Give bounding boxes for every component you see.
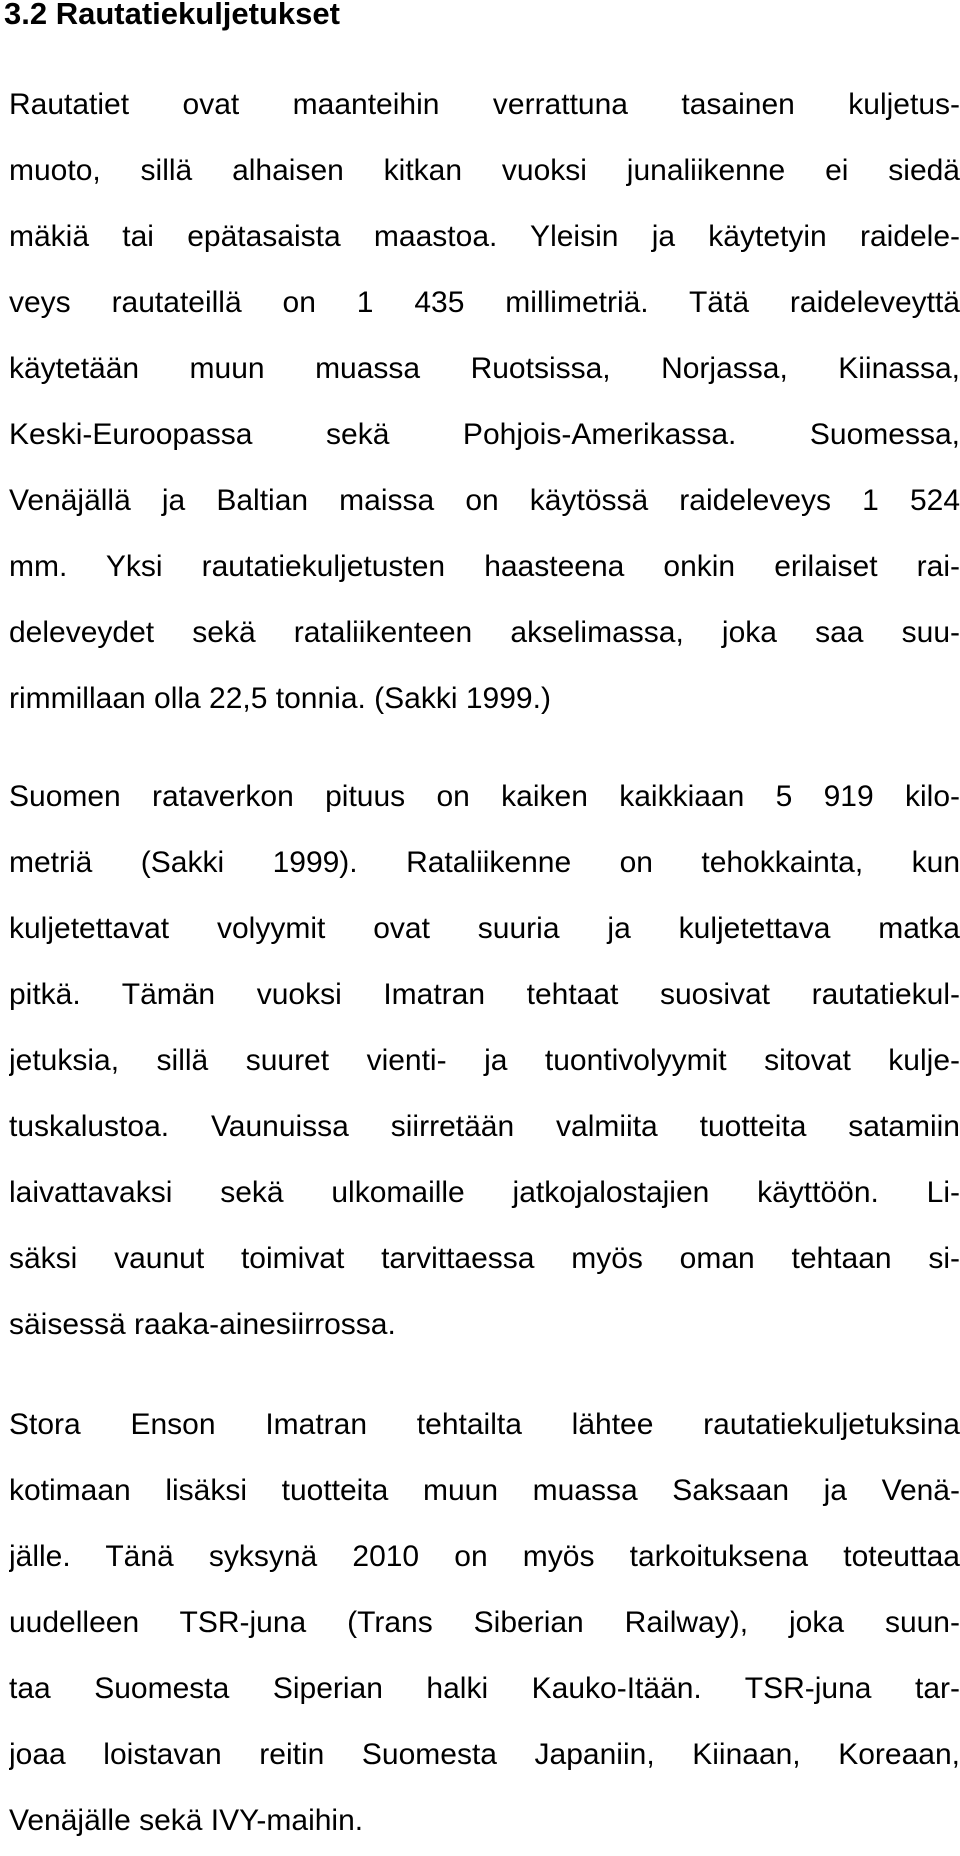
text-line: Suomen rataverkon pituus on kaiken kaikkiaan 5 919 kilo- [9,780,960,813]
text-line: säksi vaunut toimivat tarvittaessa myös oman tehtaan si- [9,1242,960,1275]
text-line: veys rautateillä on 1 435 millimetriä. Tätä raideleveyttä [9,286,960,319]
text-line: rimmillaan olla 22,5 tonnia. (Sakki 1999.) [9,682,551,715]
text-line: tuskalustoa. Vaunuissa siirretään valmiita tuotteita satamiin [9,1110,960,1143]
text-line: deleveydet sekä rataliikenteen akselimassa, joka saa suu- [9,616,960,649]
text-line: jälle. Tänä syksynä 2010 on myös tarkoituksena toteuttaa [9,1540,960,1573]
paragraph-1 [9,72,960,732]
text-line: Keski-Euroopassa sekä Pohjois-Amerikassa. Suomessa, [9,418,960,451]
text-line: käytetään muun muassa Ruotsissa, Norjassa, Kiinassa, [9,352,960,385]
text-line: Venäjälle sekä IVY-maihin. [9,1804,364,1837]
text-line: metriä (Sakki 1999). Rataliikenne on tehokkainta, kun [9,846,960,879]
text-line: kuljetettavat volyymit ovat suuria ja kuljetettava matka [9,912,960,945]
text-line: Rautatiet ovat maanteihin verrattuna tasainen kuljetus- [9,88,960,121]
paragraph-2 [9,764,960,1358]
text-line: säisessä raaka-ainesiirrossa. [9,1308,396,1341]
text-line: Stora Enson Imatran tehtailta lähtee rautatiekuljetuksina [9,1408,960,1441]
text-line: taa Suomesta Siperian halki Kauko-Itään. TSR-juna tar- [9,1672,960,1705]
text-line: jetuksia, sillä suuret vienti- ja tuontivolyymit sitovat kulje- [9,1044,960,1077]
paragraph-3 [9,1392,960,1854]
text-line: uudelleen TSR-juna (Trans Siberian Railway), joka suun- [9,1606,960,1639]
text-line: mm. Yksi rautatiekuljetusten haasteena onkin erilaiset rai- [9,550,960,583]
text-line: Venäjällä ja Baltian maissa on käytössä raideleveys 1 524 [9,484,960,517]
text-line: muoto, sillä alhaisen kitkan vuoksi junaliikenne ei siedä [9,154,960,187]
text-line: kotimaan lisäksi tuotteita muun muassa Saksaan ja Venä- [9,1474,960,1507]
text-line: mäkiä tai epätasaista maastoa. Yleisin ja käytetyin raidele- [9,220,960,253]
text-line: joaa loistavan reitin Suomesta Japaniin, Kiinaan, Koreaan, [9,1738,960,1771]
text-line: laivattavaksi sekä ulkomaille jatkojalostajien käyttöön. Li- [9,1176,960,1209]
section-heading: 3.2 Rautatiekuljetukset [4,0,340,31]
text-line: pitkä. Tämän vuoksi Imatran tehtaat suosivat rautatiekul- [9,978,960,1011]
